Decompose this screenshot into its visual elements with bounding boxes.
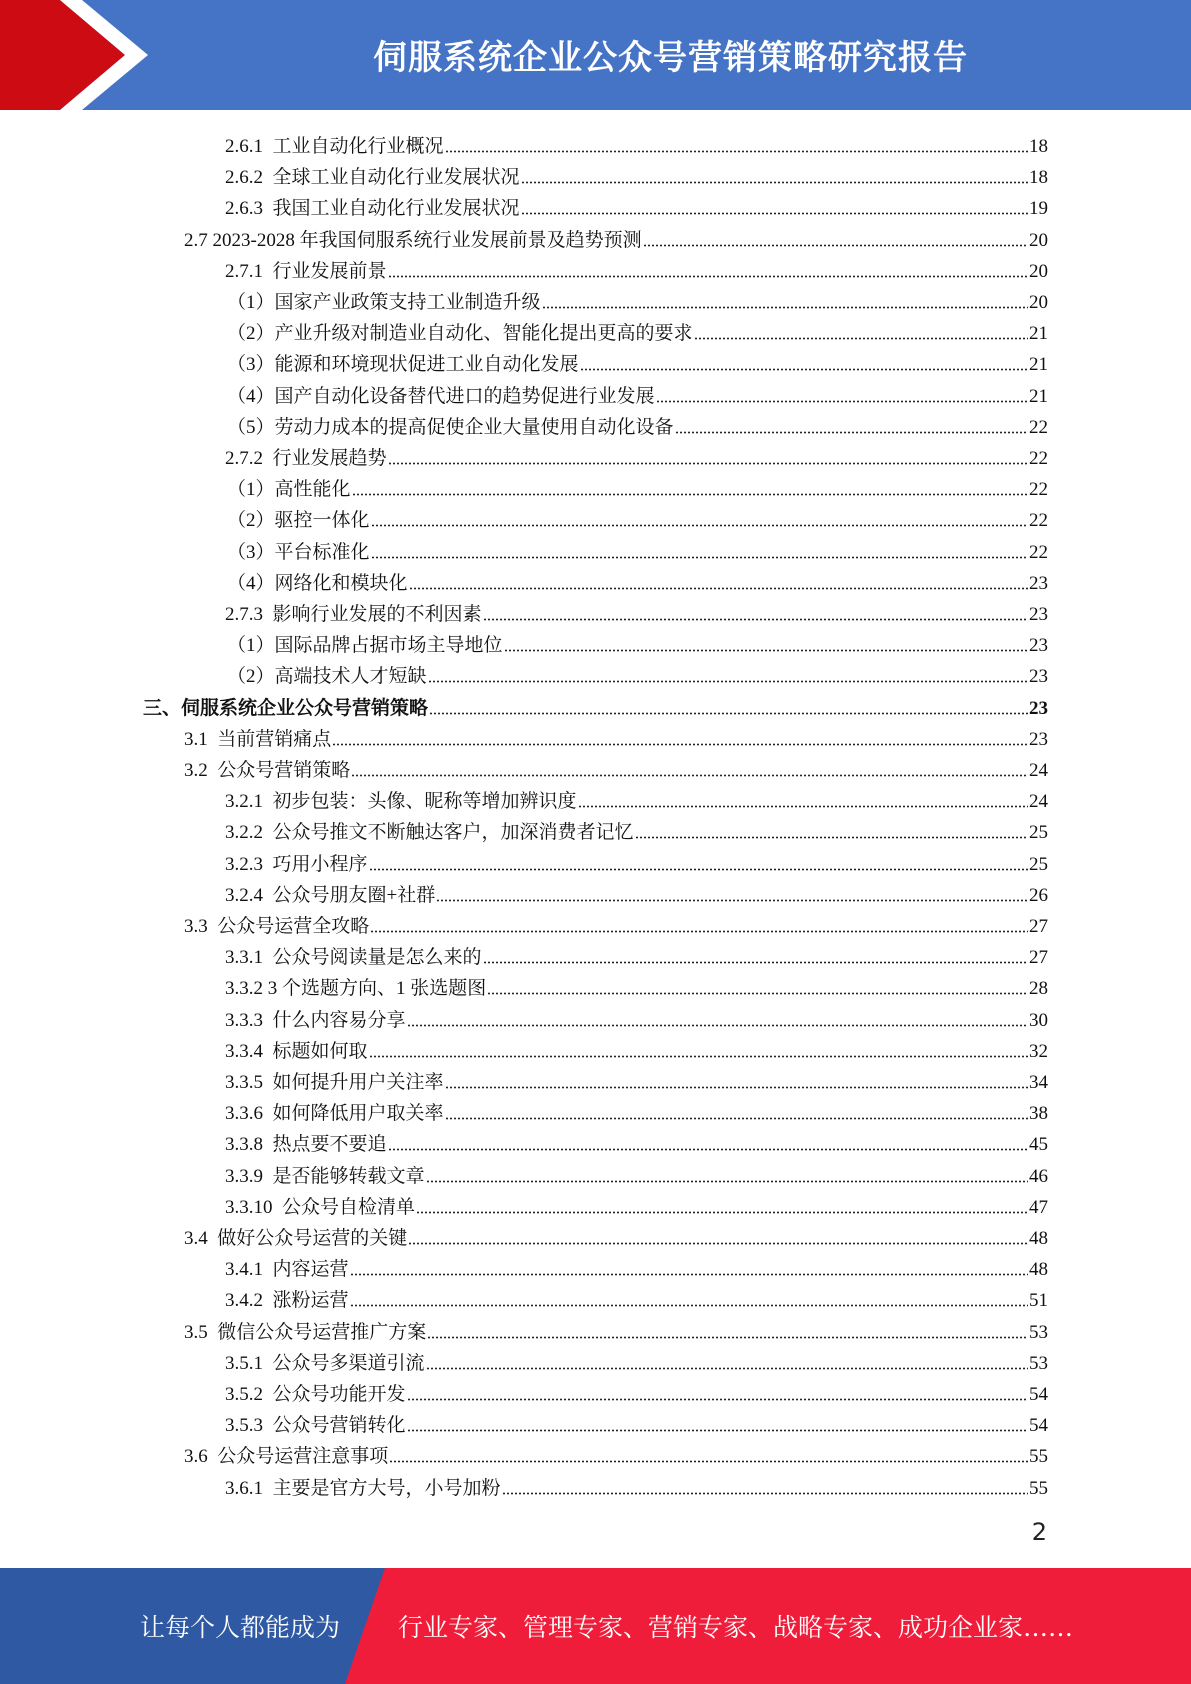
toc-entry-label: 3.5.2 公众号功能开发 — [225, 1384, 406, 1405]
toc-entry-page: 22 — [1029, 448, 1048, 469]
toc-dot-leader — [388, 462, 1028, 465]
toc-entry-label: 2.7.3 影响行业发展的不利因素 — [225, 604, 482, 625]
toc-entry-label: 3.3.1 公众号阅读量是怎么来的 — [225, 947, 482, 969]
toc-entry-label: 3.3.6 如何降低用户取关率 — [225, 1103, 444, 1125]
toc-entry-label: 3.3.2 3 个选题方向、1 张选题图 — [225, 978, 487, 1000]
toc-entry-label: 3.5.3 公众号营销转化 — [225, 1415, 406, 1437]
page-footer — [0, 1568, 1191, 1684]
toc-dot-leader — [409, 587, 1028, 590]
toc-entry[interactable] — [225, 969, 1048, 1000]
toc-entry-page: 22 — [1029, 479, 1048, 501]
toc-entry[interactable] — [225, 127, 1048, 158]
toc-dot-leader — [521, 181, 1028, 184]
toc-entry-page: 19 — [1029, 198, 1048, 220]
toc-dot-leader — [445, 1117, 1028, 1120]
toc-entry-label: 3.2.4 公众号朋友圈+社群 — [225, 884, 436, 906]
toc-entry[interactable] — [225, 938, 1048, 969]
toc-dot-leader — [407, 1429, 1028, 1432]
toc-entry-page: 21 — [1029, 354, 1048, 376]
toc-entry-page: 24 — [1029, 760, 1048, 781]
toc-dot-leader — [389, 1460, 1028, 1463]
toc-entry-page: 48 — [1029, 1259, 1048, 1281]
toc-entry-page: 23 — [1029, 572, 1048, 594]
toc-entry[interactable] — [225, 782, 1048, 813]
toc-entry-page: 51 — [1029, 1290, 1048, 1312]
toc-dot-leader — [408, 1242, 1028, 1245]
toc-entry-page: 22 — [1029, 416, 1048, 438]
toc-entry-label: 2.6.3 我国工业自动化行业发展状况 — [225, 198, 520, 220]
toc-entry-page: 27 — [1029, 947, 1048, 969]
toc-dot-leader — [388, 275, 1028, 278]
toc-entry-label: 3.6 公众号运营注意事项 — [184, 1446, 389, 1468]
toc-dot-leader — [656, 400, 1028, 403]
toc-entry-page: 30 — [1029, 1009, 1048, 1031]
toc-dot-leader — [407, 1398, 1028, 1401]
toc-entry[interactable] — [227, 314, 1048, 345]
toc-entry[interactable] — [225, 1375, 1048, 1406]
toc-entry[interactable] — [227, 470, 1048, 501]
toc-dot-leader — [542, 306, 1028, 309]
toc-entry-page: 54 — [1029, 1384, 1048, 1405]
toc-entry[interactable] — [184, 1219, 1048, 1250]
page-number: 2 — [1031, 1518, 1047, 1546]
toc-dot-leader — [635, 836, 1028, 839]
toc-entry-page: 38 — [1029, 1103, 1048, 1125]
toc-entry-label: 3.3.9 是否能够转载文章 — [225, 1165, 425, 1187]
toc-entry[interactable] — [227, 377, 1048, 408]
toc-entry-label: （2）高端技术人才短缺 — [227, 666, 427, 688]
toc-dot-leader — [407, 1024, 1028, 1027]
toc-dot-leader — [369, 868, 1028, 871]
toc-dot-leader — [502, 1492, 1028, 1495]
toc-dot-leader — [371, 556, 1028, 559]
toc-entry[interactable] — [227, 657, 1048, 688]
toc-entry[interactable] — [184, 720, 1048, 751]
toc-entry-page: 21 — [1029, 323, 1048, 345]
toc-entry-page: 55 — [1029, 1446, 1048, 1468]
toc-entry[interactable] — [225, 1001, 1048, 1032]
toc-dot-leader — [426, 1180, 1028, 1183]
toc-dot-leader — [521, 212, 1028, 215]
toc-entry-page: 28 — [1029, 978, 1048, 1000]
toc-dot-leader — [332, 743, 1028, 746]
toc-entry-page: 20 — [1029, 292, 1048, 313]
toc-entry-page: 25 — [1029, 853, 1048, 875]
toc-entry-page: 24 — [1029, 791, 1048, 813]
toc-dot-leader — [578, 805, 1028, 808]
toc-dot-leader — [487, 992, 1028, 995]
toc-entry-label: （1）高性能化 — [227, 479, 351, 501]
toc-entry[interactable] — [225, 1157, 1048, 1188]
toc-dot-leader — [429, 712, 1028, 715]
toc-entry-label: 3.1 当前营销痛点 — [184, 728, 332, 750]
toc-entry[interactable] — [225, 439, 1048, 470]
toc-entry[interactable] — [184, 1437, 1048, 1468]
toc-dot-leader — [643, 244, 1028, 247]
toc-entry-page: 32 — [1029, 1040, 1048, 1062]
toc-dot-leader — [483, 618, 1028, 621]
toc-entry-label: 3.3.10 公众号自检清单 — [225, 1196, 416, 1218]
toc-entry[interactable] — [225, 1250, 1048, 1281]
toc-dot-leader — [370, 930, 1028, 933]
toc-entry-label: 3.2.1 初步包装：头像、昵称等增加辨识度 — [225, 791, 577, 813]
header-arrow-decoration — [0, 0, 160, 110]
toc-dot-leader — [426, 1367, 1028, 1370]
toc-entry[interactable] — [225, 1032, 1048, 1063]
toc-entry[interactable] — [225, 252, 1048, 283]
toc-entry[interactable] — [225, 158, 1048, 189]
toc-entry-page: 26 — [1029, 884, 1048, 906]
toc-entry-page: 23 — [1029, 635, 1048, 657]
toc-entry-label: 3.3.8 热点要不要追 — [225, 1134, 387, 1156]
toc-entry-page: 55 — [1029, 1477, 1048, 1499]
toc-entry[interactable] — [225, 1281, 1048, 1312]
toc-dot-leader — [428, 680, 1028, 683]
toc-entry[interactable] — [227, 626, 1048, 657]
toc-entry-label: 3.2.2 公众号推文不断触达客户，加深消费者记忆 — [225, 822, 634, 844]
toc-entry-label: （4）网络化和模块化 — [227, 572, 408, 594]
toc-entry-label: 2.6.2 全球工业自动化行业发展状况 — [225, 167, 520, 189]
toc-dot-leader — [483, 961, 1028, 964]
toc-entry[interactable] — [225, 189, 1048, 220]
toc-entry[interactable] — [225, 845, 1048, 876]
toc-entry-label: （1）国际品牌占据市场主导地位 — [227, 635, 503, 657]
toc-entry-page: 45 — [1029, 1134, 1048, 1156]
toc-entry-label: 3.5.1 公众号多渠道引流 — [225, 1352, 425, 1374]
toc-entry[interactable] — [227, 283, 1048, 314]
toc-entry-label: 3.3.3 什么内容易分享 — [225, 1009, 406, 1031]
toc-dot-leader — [436, 899, 1028, 902]
toc-entry[interactable] — [225, 813, 1048, 844]
toc-dot-leader — [371, 524, 1028, 527]
toc-entry[interactable] — [227, 501, 1048, 532]
toc-entry-page: 22 — [1029, 541, 1048, 563]
toc-entry-page: 18 — [1029, 167, 1048, 189]
toc-entry-label: 3.4.2 涨粉运营 — [225, 1290, 349, 1312]
toc-entry-page: 20 — [1029, 260, 1048, 282]
toc-entry-label: 3.3.5 如何提升用户关注率 — [225, 1072, 444, 1093]
toc-entry-label: （5）劳动力成本的提高促使企业大量使用自动化设备 — [227, 416, 674, 438]
toc-entry-page: 53 — [1029, 1321, 1048, 1343]
toc-entry[interactable] — [184, 751, 1048, 782]
toc-entry[interactable] — [225, 1094, 1048, 1125]
toc-entry-page: 22 — [1029, 510, 1048, 532]
toc-entry[interactable] — [184, 221, 1048, 252]
toc-entry-page: 23 — [1029, 666, 1048, 688]
toc-dot-leader — [427, 1336, 1028, 1339]
toc-dot-leader — [350, 1273, 1028, 1276]
toc-entry[interactable] — [225, 876, 1048, 907]
toc-entry-label: （1）国家产业政策支持工业制造升级 — [227, 292, 541, 313]
toc-entry-label: 3.6.1 主要是官方大号，小号加粉 — [225, 1477, 501, 1499]
toc-entry[interactable] — [227, 533, 1048, 564]
toc-entry[interactable] — [227, 345, 1048, 376]
toc-entry[interactable] — [225, 1125, 1048, 1156]
toc-entry-label: 3.3.4 标题如何取 — [225, 1040, 368, 1062]
toc-entry[interactable] — [225, 595, 1048, 626]
toc-dot-leader — [675, 431, 1028, 434]
toc-entry-page: 46 — [1029, 1165, 1048, 1187]
page-header — [0, 0, 1191, 110]
toc-entry-label: 2.7 2023-2028 年我国伺服系统行业发展前景及趋势预测 — [184, 229, 642, 251]
toc-entry[interactable] — [225, 1344, 1048, 1375]
toc-entry-label: 2.6.1 工业自动化行业概况 — [225, 136, 444, 157]
toc-dot-leader — [580, 368, 1028, 371]
toc-dot-leader — [369, 1055, 1028, 1058]
toc-entry-label: （2）驱控一体化 — [227, 510, 370, 532]
footer-slogan-right: 行业专家、管理专家、营销专家、战略专家、成功企业家…… — [398, 1613, 1074, 1642]
toc-entry[interactable] — [225, 1188, 1048, 1219]
toc-entry-label: 3.4.1 内容运营 — [225, 1259, 349, 1281]
toc-entry-page: 23 — [1029, 728, 1048, 750]
toc-entry-label: 3.4 做好公众号运营的关键 — [184, 1228, 408, 1249]
toc-entry-label: 2.7.1 行业发展前景 — [225, 260, 387, 282]
toc-dot-leader — [445, 150, 1028, 153]
toc-entry-page: 53 — [1029, 1352, 1048, 1374]
toc-entry-label: 3.2 公众号营销策略 — [184, 760, 351, 781]
toc-entry-label: （3）平台标准化 — [227, 541, 370, 563]
toc-dot-leader — [388, 1148, 1028, 1151]
report-title: 伺服系统企业公众号营销策略研究报告 — [373, 37, 968, 78]
toc-entry[interactable] — [225, 1406, 1048, 1437]
toc-entry-page: 21 — [1029, 385, 1048, 407]
toc-entry-page: 23 — [1029, 604, 1048, 625]
toc-entry[interactable] — [227, 564, 1048, 595]
toc-entry-label: 3.2.3 巧用小程序 — [225, 853, 368, 875]
toc-entry-label: 三、伺服系统企业公众号营销策略 — [143, 697, 429, 719]
toc-dot-leader — [352, 493, 1028, 496]
toc-entry-label: （2）产业升级对制造业自动化、智能化提出更高的要求 — [227, 323, 693, 345]
toc-entry-label: 3.5 微信公众号运营推广方案 — [184, 1321, 427, 1343]
toc-dot-leader — [504, 649, 1028, 652]
toc-entry-page: 48 — [1029, 1228, 1048, 1249]
toc-entry[interactable] — [143, 689, 1048, 720]
toc-entry-label: （3）能源和环境现状促进工业自动化发展 — [227, 354, 579, 376]
toc-entry-label: 3.3 公众号运营全攻略 — [184, 916, 370, 937]
toc-entry-page: 54 — [1029, 1415, 1048, 1437]
toc-entry[interactable] — [225, 1469, 1048, 1500]
toc-entry[interactable] — [184, 907, 1048, 938]
toc-entry-page: 27 — [1029, 916, 1048, 937]
toc-dot-leader — [350, 1304, 1028, 1307]
toc-entry-page: 23 — [1029, 697, 1048, 719]
toc-entry-page: 25 — [1029, 822, 1048, 844]
toc-entry[interactable] — [184, 1313, 1048, 1344]
toc-dot-leader — [694, 337, 1028, 340]
toc-dot-leader — [445, 1086, 1028, 1089]
footer-slogan-left: 让每个人都能成为 — [140, 1613, 341, 1642]
toc-entry-page: 47 — [1029, 1196, 1048, 1218]
toc-entry-label: （4）国产自动化设备替代进口的趋势促进行业发展 — [227, 385, 655, 407]
toc-dot-leader — [416, 1211, 1028, 1214]
toc-entry-page: 20 — [1029, 229, 1048, 251]
toc-entry-page: 34 — [1029, 1072, 1048, 1093]
toc-dot-leader — [351, 774, 1028, 777]
toc-entry-label: 2.7.2 行业发展趋势 — [225, 448, 387, 469]
toc-entry[interactable] — [227, 408, 1048, 439]
toc-entry-page: 18 — [1029, 136, 1048, 157]
toc-entry[interactable] — [225, 1063, 1048, 1094]
